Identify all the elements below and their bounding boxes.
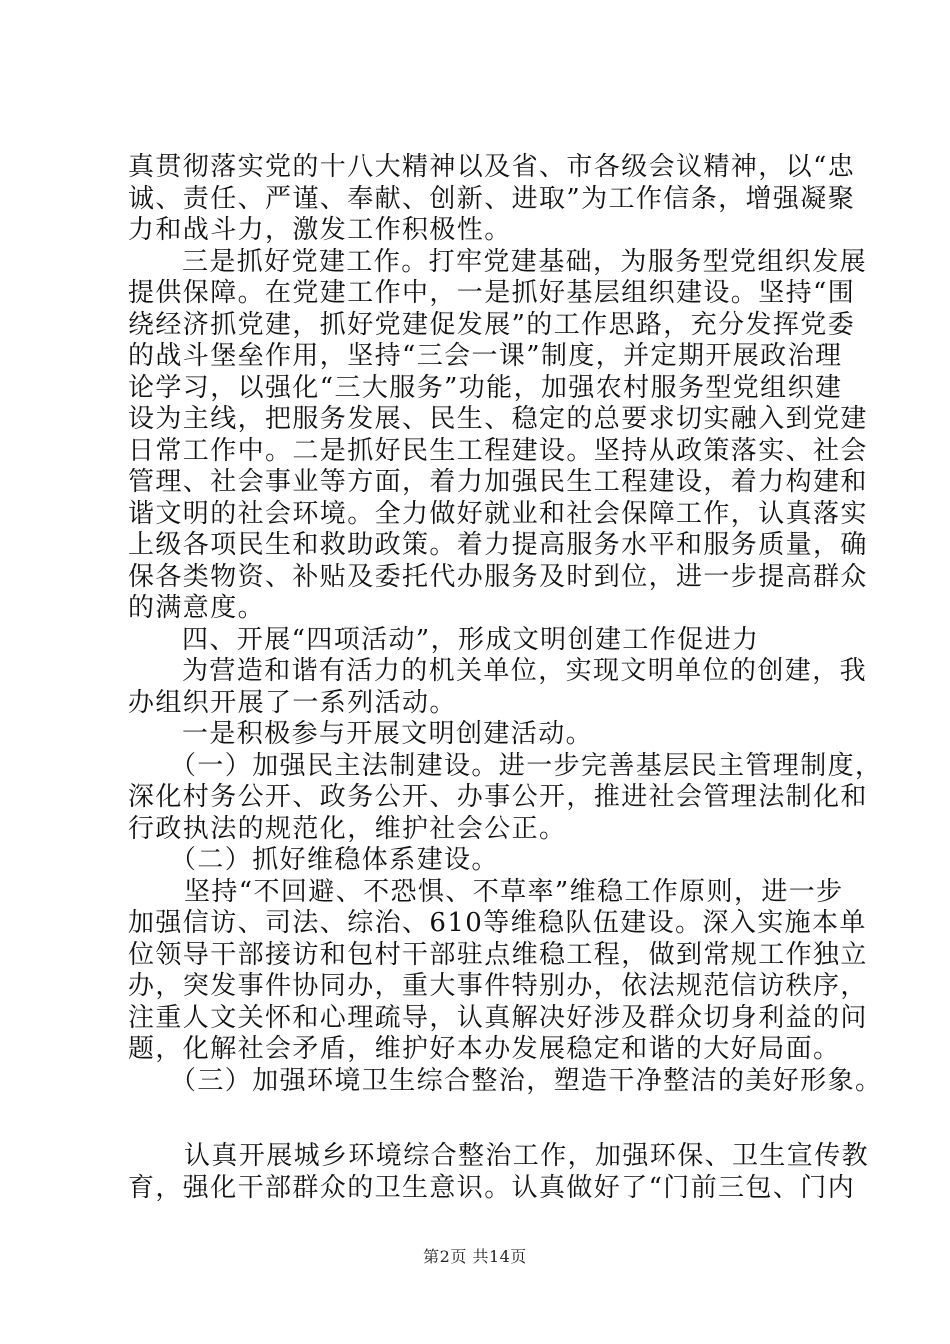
environment-line: 育，强化干部群众的卫生意识。认真做好了“门前三包、门内 [128, 1172, 856, 1203]
stability-line: 加强信访、司法、综治、610等维稳队伍建设。深入实施本单 [128, 908, 867, 938]
stability-line: 注重人文关怀和心理疏导，认真解决好涉及群众切身利益的问 [128, 1002, 868, 1033]
paragraph-three-line: 设为主线，把服务发展、民生、稳定的总要求切实融入到党建 [128, 404, 868, 434]
paragraph-three-line: 的战斗堡垒作用，坚持“三会一课”制度，并定期开展政治理 [128, 341, 843, 371]
paragraph-three-line: 绕经济抓党建，抓好党建促发展”的工作思路，充分发挥党委 [128, 309, 856, 340]
paragraph-three-line: 论学习，以强化“三大服务”功能，加强农村服务型党组织建 [128, 372, 843, 403]
text-line: 力和战斗力，激发工作积极性。 [128, 215, 512, 245]
sub-item-one-line: 行政执法的规范化，维护社会公正。 [128, 813, 567, 844]
sub-item-three: （三）加强环境卫生综合整治，塑造干净整洁的美好形象。 [170, 1065, 883, 1096]
item-one: 一是积极参与开展文明创建活动。 [182, 719, 594, 749]
page-number-footer: 第2页 共14页 [423, 1247, 527, 1266]
paragraph-three-line: 谐文明的社会环境。全力做好就业和社会保障工作，认真落实 [128, 498, 868, 529]
document-body [128, 152, 883, 1204]
environment-line: 认真开展城乡环境综合整治工作，加强环保、卫生宣传教 [184, 1141, 870, 1171]
paragraph-three-line: 提供保障。在党建工作中，一是抓好基层组织建设。坚持“围 [128, 278, 856, 308]
paragraph-three-line: 三是抓好党建工作。打牢党建基础，为服务型党组织发展 [182, 246, 868, 277]
sub-item-one-line: （一）加强民主法制建设。进一步完善基层民主管理制度， [170, 750, 883, 781]
stability-line: 题，化解社会矛盾，维护好本办发展稳定和谐的大好局面。 [128, 1034, 841, 1064]
sub-item-one-line: 深化村务公开、政务公开、办事公开，推进社会管理法制化和 [128, 782, 868, 812]
stability-line: 坚持“不回避、不恐惧、不草率”维稳工作原则，进一步 [184, 876, 844, 907]
section-heading: 四、开展“四项活动”，形成文明创建工作促进力 [182, 624, 760, 655]
paragraph-three-line: 保各类物资、补贴及委托代办服务及时到位，进一步提高群众 [128, 561, 868, 592]
text-line: 真贯彻落实党的十八大精神以及省、市各级会议精神，以“忠 [128, 152, 856, 182]
paragraph-three-line: 的满意度。 [128, 593, 266, 623]
intro-line: 办组织开展了一系列活动。 [128, 687, 457, 718]
sub-item-two: （二）抓好维稳体系建设。 [170, 845, 499, 875]
intro-line: 为营造和谐有活力的机关单位，实现文明单位的创建，我 [182, 656, 868, 686]
text-line: 诚、责任、严谨、奉献、创新、进取”为工作信条，增强凝聚 [128, 183, 856, 214]
paragraph-three-line: 上级各项民生和救助政策。着力提高服务水平和服务质量，确 [128, 530, 868, 560]
paragraph-three-line: 管理、社会事业等方面，着力加强民生工程建设，着力构建和 [128, 467, 868, 497]
paragraph-gap [128, 1097, 844, 1141]
stability-line: 位领导干部接访和包村干部驻点维稳工程，做到常规工作独立 [128, 939, 868, 970]
stability-line: 办，突发事件协同办，重大事件特别办，依法规范信访秩序， [128, 971, 868, 1001]
paragraph-three-line: 日常工作中。二是抓好民生工程建设。坚持从政策落实、社会 [128, 435, 868, 466]
